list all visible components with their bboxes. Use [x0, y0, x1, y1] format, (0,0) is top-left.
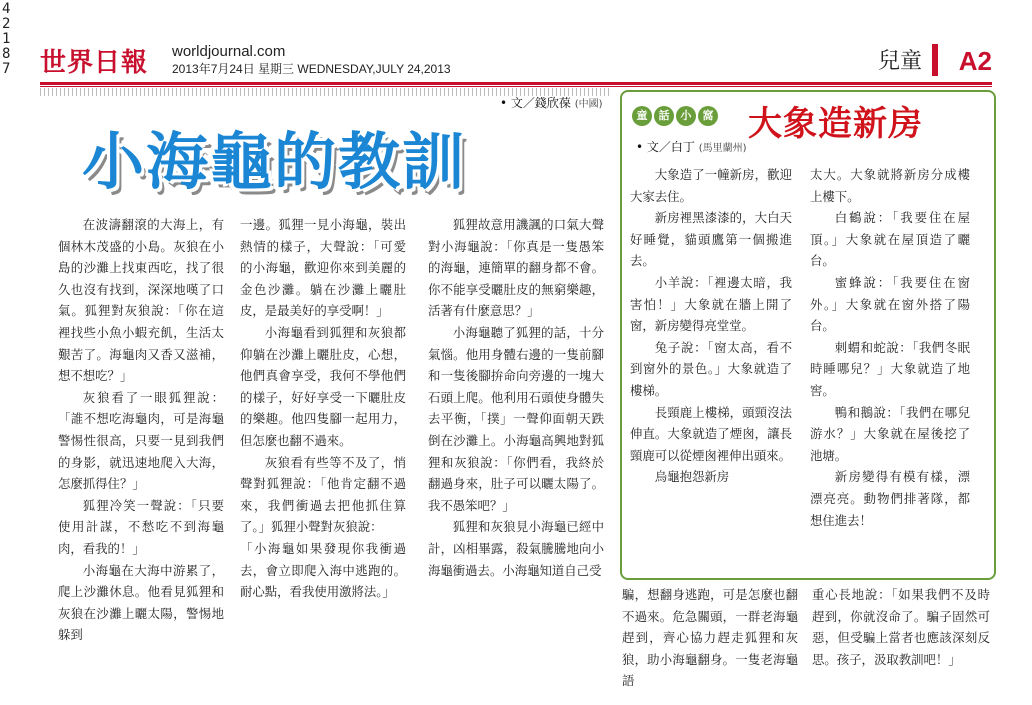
paragraph: 大象造了一幢新房，歡迎大家去住。: [630, 167, 792, 204]
paragraph: 一邊。狐狸一見小海龜，裝出熱情的樣子，大聲說：「可愛的小海龜，歡迎你來到美麗的金色沙灘。躺在沙灘上曬肚皮，是最美好的享受啊！」: [240, 217, 406, 319]
issue-date: 2013年7月24日 星期三 WEDNESDAY,JULY 24,2013: [172, 62, 451, 76]
newspaper-name: 世界日報: [40, 48, 149, 78]
masthead-rule: [40, 82, 992, 85]
paragraph: 兔子說：「窗太高，看不到窗外的景色。」大象就造了樓梯。: [630, 339, 792, 398]
section-name: 兒童: [877, 49, 922, 74]
paragraph: 灰狼看了一眼狐狸說：「誰不想吃海龜肉，可是海龜警惕性很高，只要一見到我們的身影，就迅速地爬入大海，怎麼抓得住？」: [58, 389, 224, 492]
paragraph: 小海龜聽了狐狸的話，十分氣惱。他用身體右邊的一隻前腳和一隻後腳拚命向旁邊的一塊大石頭上爬。他利用石頭使身體失去平衡，「撲」一聲仰面朝天跌倒在沙灘上。小海龜高興地對狐狸和灰狼說：「你們看，我終於翻過身來，肚子可以曬太陽了。我不愚笨吧？」: [428, 324, 604, 513]
sidebar-byline: [636, 140, 747, 156]
tag-char: 話: [654, 106, 674, 126]
paragraph: 新房變得有模有樣，漂漂亮亮。動物們排著隊，都想住進去！: [810, 469, 970, 528]
main-column-3: [428, 214, 604, 581]
paragraph: 太大。大象就將新房分成樓上樓下。: [810, 167, 970, 204]
sidebar-column-2: [810, 164, 970, 531]
masthead: [40, 40, 992, 80]
bottom-column-1: [622, 584, 798, 692]
main-headline: 小海龜的教訓: [82, 125, 467, 198]
sidebar-headline: 大象造新房: [748, 104, 923, 144]
page-number: 42187: [2, 1, 11, 77]
newspaper-url: worldjournal.com: [172, 43, 286, 60]
paragraph: 鴨和鵝說：「我們在哪兒游水？」大象就在屋後挖了池塘。: [810, 404, 970, 463]
paragraph: 重心長地說：「如果我們不及時趕到，你就沒命了。騙子固然可惡，但受騙上當者也應該深刻反思。孩子，汲取教訓吧！」: [812, 587, 990, 667]
paragraph: 在波濤翻滾的大海上，有個林木茂盛的小島。灰狼在小島的沙灘上找東西吃，找了很久也沒有找到，深深地嘆了口氣。狐狸對灰狼說：「你在這裡找些小魚小蝦充飢，生活太艱苦了。海龜肉又香又滋補，想不想吃？」: [58, 217, 224, 384]
masthead-rule-thin: [40, 86, 992, 87]
paragraph: 狐狸冷笑一聲說：「只要使用計謀，不愁吃不到海龜肉，看我的！」: [58, 497, 224, 556]
paragraph: 「小海龜如果發現你我衝過去，會立即爬入海中逃跑的。耐心點，看我使用激將法。」: [240, 540, 406, 600]
sidebar-column-1: [630, 164, 792, 488]
main-column-1: [58, 214, 224, 646]
paragraph: 新房裡黑漆漆的，大白天好睡覺，貓頭鷹第一個搬進去。: [630, 210, 792, 269]
sidebar-byline-source: (馬里蘭州): [698, 143, 747, 154]
main-byline: [500, 96, 603, 112]
paragraph: 狐狸和灰狼見小海龜已經中計，凶相畢露，殺氣騰騰地向小海龜衝過去。小海龜知道自己受: [428, 519, 604, 578]
paragraph: 騙，想翻身逃跑，可是怎麼也翻不過來。危急關頭，一群老海龜趕到，齊心協力趕走狐狸和灰狼，助小海龜翻身。一隻老海龜語: [622, 587, 798, 689]
bottom-column-2: [812, 584, 990, 670]
section-divider: [932, 44, 938, 76]
paragraph: 白鶴說：「我要住在屋頂。」大象就在屋頂造了曬台。: [810, 210, 970, 269]
paragraph: 刺蝟和蛇說：「我們冬眠時睡哪兒？」大象就造了地窖。: [810, 339, 970, 398]
paragraph: 灰狼看有些等不及了，悄聲對狐狸說：「他肯定翻不過來，我們衝過去把他抓住算了。」狐狸小聲對灰狼說：: [240, 454, 406, 535]
tag-char: 窩: [698, 106, 718, 126]
paragraph: 蜜蜂說：「我要住在窗外。」大象就在窗外搭了陽台。: [810, 274, 970, 334]
paragraph: 小海龜在大海中游累了，爬上沙灘休息。他看見狐狸和灰狼在沙灘上曬太陽，警惕地躲到: [58, 562, 224, 643]
decorative-hatch: [40, 88, 610, 96]
sidebar-byline-author: • 文／白丁: [636, 140, 695, 154]
main-byline-source: (中國): [574, 99, 603, 110]
tag-char: 童: [632, 106, 652, 126]
tag-char: 小: [676, 106, 696, 126]
main-byline-author: • 文／錢欣葆: [500, 96, 571, 110]
main-column-2: [240, 214, 406, 603]
paragraph: 長頸鹿上樓梯，頭頸沒法伸直。大象就造了煙囪，讓長頸鹿可以從煙囪裡伸出頭來。: [630, 404, 792, 463]
page-label: A2: [958, 46, 992, 76]
paragraph: 小羊說：「裡邊太暗，我害怕！」大象就在牆上開了窗，新房變得亮堂堂。: [630, 274, 792, 334]
paragraph: 狐狸故意用譏諷的口氣大聲對小海龜說：「你真是一隻愚笨的海龜，連簡單的翻身都不會。你不能享受曬肚皮的無窮樂趣，活著有什麼意思？」: [428, 217, 604, 319]
column-tag: [632, 106, 718, 126]
paragraph: 烏龜抱怨新房: [654, 469, 730, 485]
paragraph: 小海龜看到狐狸和灰狼都仰躺在沙灘上曬肚皮，心想，他們真會享受，我何不學他們的樣子，好好享受一下曬肚皮的樂趣。他四隻腳一起用力，但怎麼也翻不過來。: [240, 324, 406, 448]
